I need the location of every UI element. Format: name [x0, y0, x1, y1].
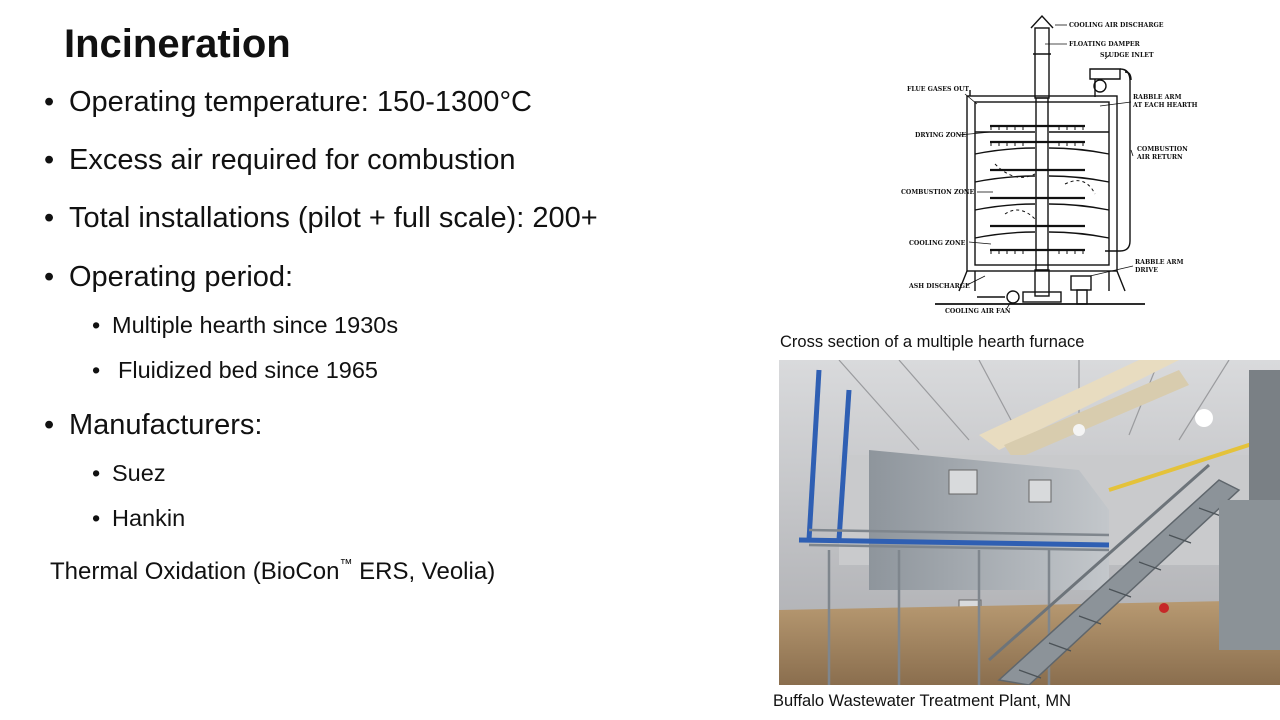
trademark-symbol: ™: [339, 556, 353, 571]
bullet-marker: •: [44, 86, 55, 118]
bullet-text: Multiple hearth since 1930s: [112, 312, 399, 338]
slide-title: Incineration: [64, 22, 291, 66]
label-combustion-zone: COMBUSTION ZONE: [901, 189, 975, 196]
bullet-text: Operating period:: [69, 261, 294, 293]
diagram-caption: Cross section of a multiple hearth furnace: [780, 333, 1085, 351]
label-combustion-air-return-2: AIR RETURN: [1137, 154, 1183, 161]
label-cooling-air-fan: COOLING AIR FAN: [945, 308, 1011, 315]
bullet-text: Hankin: [112, 505, 186, 531]
label-rabble-arm-drive-2: DRIVE: [1135, 267, 1158, 274]
bullet-marker: •: [92, 312, 101, 338]
furnace-diagram: [895, 14, 1205, 319]
bullet-text: Operating temperature: 150-1300°C: [69, 86, 532, 118]
photo-caption: Buffalo Wastewater Treatment Plant, MN: [773, 692, 1072, 710]
label-flue-gases-out: FLUE GASES OUT: [907, 86, 969, 93]
bullet-manufacturers: [44, 409, 262, 442]
bullet-operating-period: [44, 261, 293, 294]
label-combustion-air-return-1: COMBUSTION: [1137, 146, 1188, 153]
label-rabble-arm-2: AT EACH HEARTH: [1133, 102, 1198, 109]
label-rabble-arm-drive-1: RABBLE ARM: [1135, 259, 1184, 266]
label-sludge-inlet: SLUDGE INLET: [1100, 52, 1154, 59]
label-drying-zone: DRYING ZONE: [915, 132, 967, 139]
bullet-total-installations: [44, 202, 598, 235]
bullet-excess-air: [44, 144, 515, 177]
label-floating-damper: FLOATING DAMPER: [1069, 41, 1140, 48]
extra-prefix: Thermal Oxidation (BioCon: [50, 558, 340, 585]
bullet-marker: •: [44, 409, 55, 441]
bullet-marker: •: [92, 505, 101, 531]
bullet-marker: •: [44, 261, 55, 293]
sub-bullet-hankin: [92, 505, 185, 532]
bullet-marker: •: [92, 357, 101, 383]
label-rabble-arm-1: RABBLE ARM: [1133, 94, 1182, 101]
bullet-marker: •: [44, 144, 55, 176]
bullet-text: Suez: [112, 460, 166, 486]
bullet-text: Fluidized bed since 1965: [118, 357, 378, 383]
sub-bullet-suez: [92, 460, 166, 487]
label-ash-discharge: ASH DISCHARGE: [909, 283, 970, 290]
bullet-text: Total installations (pilot + full scale): 200+: [69, 202, 598, 234]
extra-suffix: ERS, Veolia): [352, 558, 496, 585]
bullet-text: Manufacturers:: [69, 409, 263, 441]
thermal-oxidation-line: [50, 558, 495, 586]
sub-bullet-fluidized-bed: [92, 357, 378, 384]
bullet-text: Excess air required for combustion: [69, 144, 516, 176]
bullet-marker: •: [92, 460, 101, 486]
sub-bullet-multiple-hearth: [92, 312, 398, 339]
bullet-marker: •: [44, 202, 55, 234]
bullet-operating-temperature: [44, 86, 532, 119]
label-cooling-air-discharge: COOLING AIR DISCHARGE: [1069, 22, 1164, 29]
plant-photo: [779, 360, 1280, 685]
label-cooling-zone: COOLING ZONE: [909, 240, 966, 247]
